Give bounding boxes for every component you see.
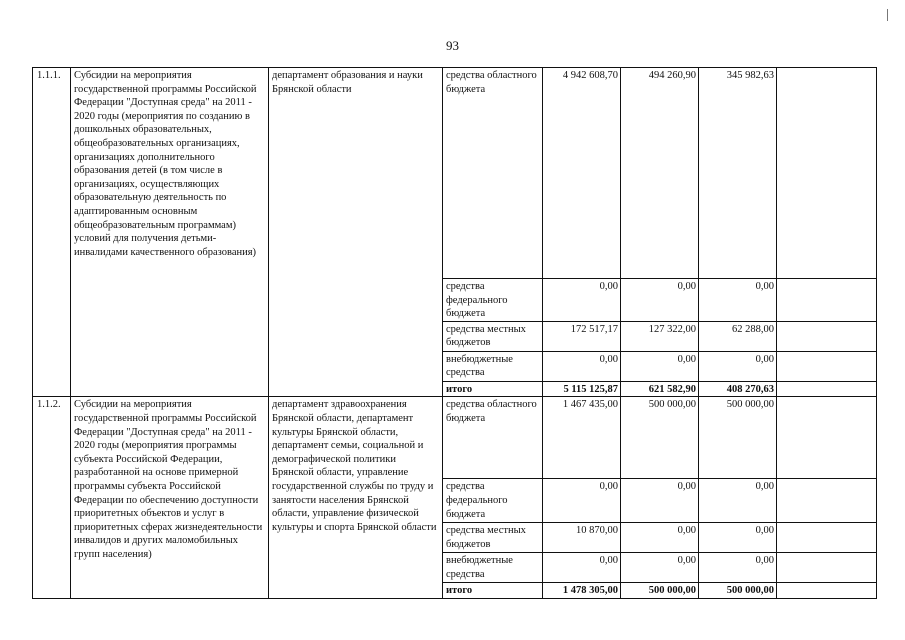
funding-value: 1 467 435,00 xyxy=(543,397,621,479)
empty-cell xyxy=(777,279,877,322)
funding-value: 0,00 xyxy=(699,351,777,381)
funding-value: 494 260,90 xyxy=(621,68,699,279)
total-label: итого xyxy=(443,381,543,397)
funding-source: внебюджетные средства xyxy=(443,553,543,583)
total-value: 500 000,00 xyxy=(621,583,699,599)
funding-value: 4 942 608,70 xyxy=(543,68,621,279)
funding-source: средства федерального бюджета xyxy=(443,279,543,322)
empty-cell xyxy=(777,381,877,397)
funding-source: средства федерального бюджета xyxy=(443,479,543,523)
funding-value: 0,00 xyxy=(543,279,621,322)
program-funding-table xyxy=(32,67,877,599)
corner-mark xyxy=(887,9,888,21)
total-value: 5 115 125,87 xyxy=(543,381,621,397)
empty-cell xyxy=(777,553,877,583)
empty-cell xyxy=(777,523,877,553)
measure-title: Субсидии на мероприятия государственной программы Российской Федерации "Доступная среда" на 2011 - 2020 годы (мероприятия по созданию в дошкольных образовательных, общеобразовательных организациях, организациях дополнительного образования детей (в том числе в организациях, осуществляющих образовательную деятельность по адаптированным основным общеобразовательным программам) условий для получения детьми-инвалидами качественного образования) xyxy=(71,68,269,397)
funding-value: 500 000,00 xyxy=(699,397,777,479)
funding-value: 0,00 xyxy=(543,553,621,583)
total-value: 1 478 305,00 xyxy=(543,583,621,599)
funding-value: 0,00 xyxy=(621,351,699,381)
funding-value: 172 517,17 xyxy=(543,321,621,351)
row-number: 1.1.2. xyxy=(33,397,71,599)
empty-cell xyxy=(777,321,877,351)
total-value: 408 270,63 xyxy=(699,381,777,397)
funding-value: 127 322,00 xyxy=(621,321,699,351)
funding-value: 500 000,00 xyxy=(621,397,699,479)
funding-value: 0,00 xyxy=(699,479,777,523)
funding-source: средства областного бюджета xyxy=(443,397,543,479)
executor: департамент здравоохранения Брянской области, департамент культуры Брянской области, департамент семьи, социальной и демографической политики Брянской области, управление государственной службы по труду и занятости населения Брянской области, управление физической культуры и спорта Брянской области xyxy=(269,397,443,599)
empty-cell xyxy=(777,351,877,381)
program-table-wrapper xyxy=(32,67,876,599)
funding-value: 10 870,00 xyxy=(543,523,621,553)
empty-cell xyxy=(777,397,877,479)
funding-value: 0,00 xyxy=(621,479,699,523)
funding-value: 0,00 xyxy=(621,279,699,322)
funding-value: 0,00 xyxy=(699,279,777,322)
funding-value: 345 982,63 xyxy=(699,68,777,279)
empty-cell xyxy=(777,583,877,599)
measure-title: Субсидии на мероприятия государственной программы Российской Федерации "Доступная среда" на 2011 - 2020 годы (мероприятия программы субъекта Российской Федерации, разработанной на основе примерной программы субъекта Российской Федерации по обеспечению доступности приоритетных объектов и услуг в приоритетных сферах жизнедеятельности инвалидов и других маломобильных групп населения) xyxy=(71,397,269,599)
funding-value: 0,00 xyxy=(621,523,699,553)
table-row xyxy=(33,68,877,279)
funding-value: 0,00 xyxy=(699,523,777,553)
funding-value: 62 288,00 xyxy=(699,321,777,351)
funding-source: внебюджетные средства xyxy=(443,351,543,381)
page-number: 93 xyxy=(446,38,459,53)
total-label: итого xyxy=(443,583,543,599)
funding-value: 0,00 xyxy=(543,351,621,381)
row-number: 1.1.1. xyxy=(33,68,71,397)
funding-source: средства местных бюджетов xyxy=(443,321,543,351)
funding-source: средства местных бюджетов xyxy=(443,523,543,553)
executor: департамент образования и науки Брянской области xyxy=(269,68,443,397)
funding-value: 0,00 xyxy=(699,553,777,583)
funding-source: средства областного бюджета xyxy=(443,68,543,279)
funding-value: 0,00 xyxy=(543,479,621,523)
funding-value: 0,00 xyxy=(621,553,699,583)
empty-cell xyxy=(777,68,877,279)
table-row xyxy=(33,397,877,479)
empty-cell xyxy=(777,479,877,523)
total-value: 500 000,00 xyxy=(699,583,777,599)
total-value: 621 582,90 xyxy=(621,381,699,397)
